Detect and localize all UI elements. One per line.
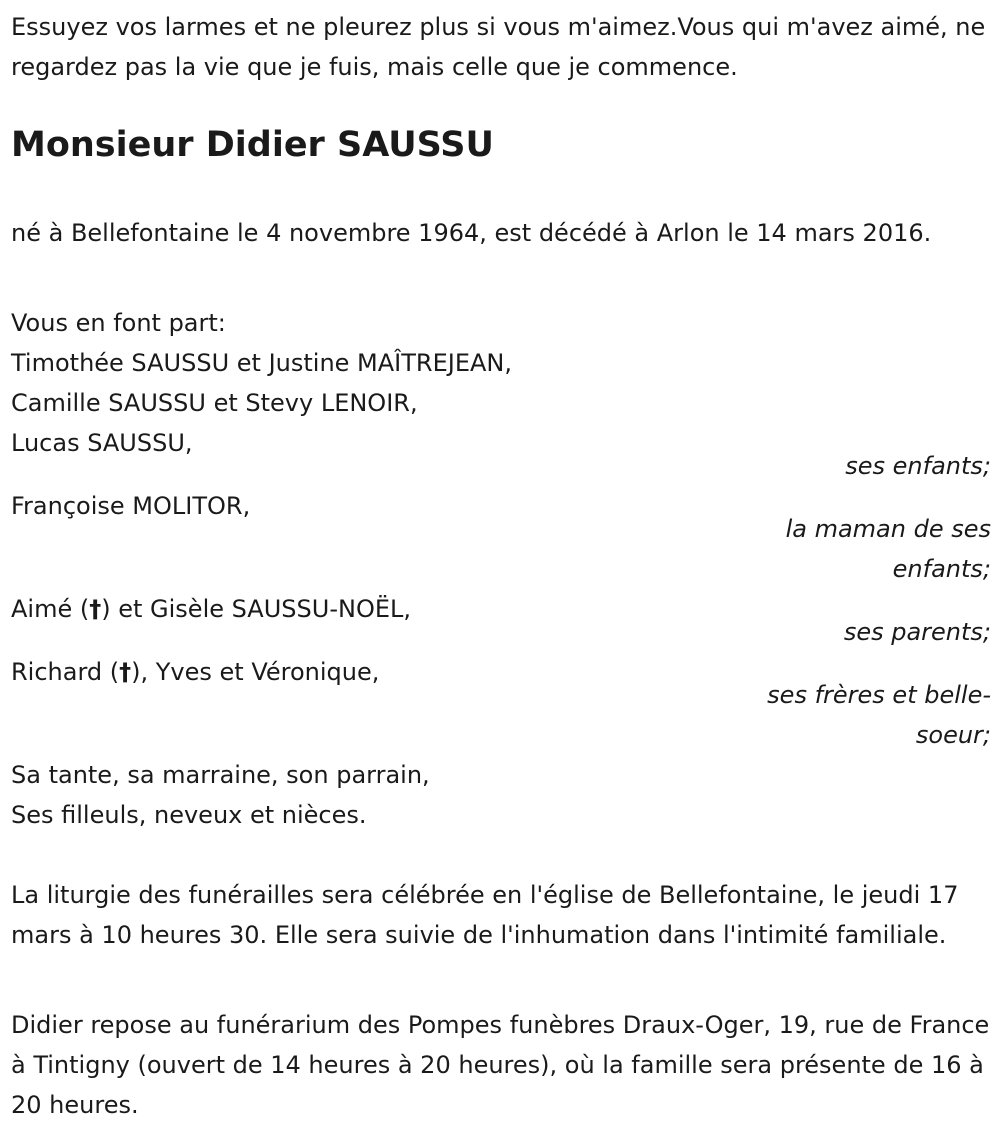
child-line: Timothée SAUSSU et Justine MAÎTREJEAN, bbox=[11, 349, 512, 377]
mother-role-line2: enfants; bbox=[892, 555, 991, 583]
child-line: Camille SAUSSU et Stevy LENOIR, bbox=[11, 389, 418, 417]
cross-icon: † bbox=[89, 595, 102, 623]
children-role: ses enfants; bbox=[845, 452, 991, 480]
funeral-details: La liturgie des funérailles sera célébrée en l'église de Bellefontaine, le jeudi 17 mars à 10 heures 30. Elle sera suivie de l'inhumation dans l'intimité familiale. bbox=[11, 881, 959, 949]
siblings-line bbox=[11, 652, 379, 692]
siblings-role-line1: ses frères et belle- bbox=[767, 681, 991, 709]
child-line: Lucas SAUSSU, bbox=[11, 429, 193, 457]
parents-role: ses parents; bbox=[843, 618, 991, 646]
mother-of-children: Françoise MOLITOR, bbox=[11, 492, 251, 520]
visitation-details: Didier repose au funérarium des Pompes funèbres Draux-Oger, 19, rue de France à Tintigny (ouvert de 14 heures à 20 heures), où la famille sera présente de 16 à 20 heures. bbox=[11, 1011, 990, 1119]
extended-family-line: Ses filleuls, neveux et nièces. bbox=[11, 801, 367, 829]
announce-intro: Vous en font part: bbox=[11, 309, 226, 337]
mother-role-line1: la maman de ses bbox=[785, 515, 991, 543]
epitaph-quote: Essuyez vos larmes et ne pleurez plus si vous m'aimez.Vous qui m'avez aimé, ne regardez pas la vie que je fuis, mais celle que je commence. bbox=[11, 13, 986, 81]
page-title: Monsieur Didier SAUSSU bbox=[11, 125, 494, 165]
extended-family-line: Sa tante, sa marraine, son parrain, bbox=[11, 761, 430, 789]
parents-father: Aimé ( bbox=[11, 595, 90, 623]
cross-icon: † bbox=[119, 658, 132, 686]
siblings-rest: ), Yves et Véronique, bbox=[131, 658, 380, 686]
siblings-role-line2: soeur; bbox=[915, 721, 991, 749]
birth-death-statement: né à Bellefontaine le 4 novembre 1964, est décédé à Arlon le 14 mars 2016. bbox=[11, 219, 932, 247]
siblings-first: Richard ( bbox=[11, 658, 120, 686]
parents-rest: ) et Gisèle SAUSSU-NOËL, bbox=[101, 595, 411, 623]
parents-line bbox=[11, 589, 411, 629]
